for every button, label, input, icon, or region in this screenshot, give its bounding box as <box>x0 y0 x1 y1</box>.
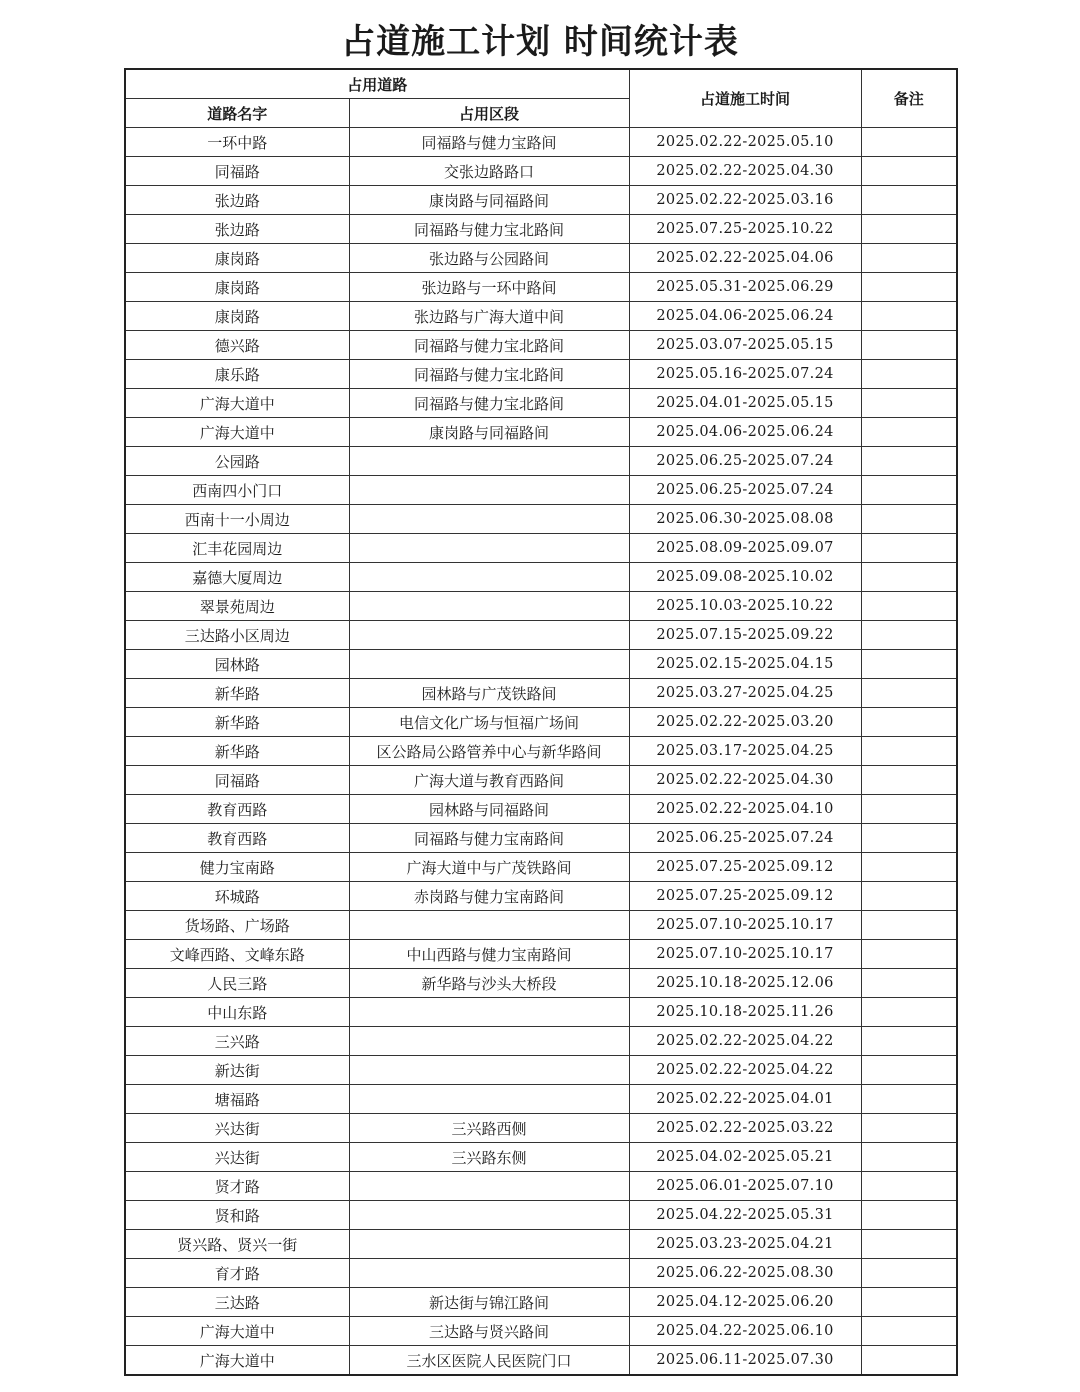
remark-cell <box>861 244 957 273</box>
road-name-cell: 兴达街 <box>125 1114 349 1143</box>
header-section: 占用区段 <box>349 99 629 128</box>
road-name-cell: 西南四小门口 <box>125 476 349 505</box>
time-cell: 2025.07.10-2025.10.17 <box>629 940 861 969</box>
remark-cell <box>861 1259 957 1288</box>
road-name-cell: 同福路 <box>125 766 349 795</box>
section-cell: 交张边路路口 <box>349 157 629 186</box>
table-row <box>125 1027 957 1056</box>
time-cell: 2025.05.16-2025.07.24 <box>629 360 861 389</box>
table-row <box>125 882 957 911</box>
table-row <box>125 940 957 969</box>
section-cell: 广海大道中与广茂铁路间 <box>349 853 629 882</box>
remark-cell <box>861 215 957 244</box>
road-name-cell: 贤兴路、贤兴一街 <box>125 1230 349 1259</box>
table-row <box>125 1201 957 1230</box>
table-row <box>125 1056 957 1085</box>
section-cell: 康岗路与同福路间 <box>349 418 629 447</box>
remark-cell <box>861 592 957 621</box>
time-cell: 2025.02.22-2025.05.10 <box>629 128 861 157</box>
section-cell: 同福路与健力宝北路间 <box>349 331 629 360</box>
road-name-cell: 园林路 <box>125 650 349 679</box>
time-cell: 2025.03.27-2025.04.25 <box>629 679 861 708</box>
remark-cell <box>861 505 957 534</box>
road-name-cell: 三达路 <box>125 1288 349 1317</box>
road-name-cell: 教育西路 <box>125 824 349 853</box>
remark-cell <box>861 128 957 157</box>
road-name-cell: 康乐路 <box>125 360 349 389</box>
road-name-cell: 货场路、广场路 <box>125 911 349 940</box>
remark-cell <box>861 940 957 969</box>
section-cell <box>349 1201 629 1230</box>
remark-cell <box>861 650 957 679</box>
section-cell: 张边路与公园路间 <box>349 244 629 273</box>
road-name-cell: 三兴路 <box>125 1027 349 1056</box>
section-cell <box>349 592 629 621</box>
time-cell: 2025.04.12-2025.06.20 <box>629 1288 861 1317</box>
section-cell <box>349 505 629 534</box>
remark-cell <box>861 824 957 853</box>
time-cell: 2025.07.15-2025.09.22 <box>629 621 861 650</box>
section-cell <box>349 911 629 940</box>
remark-cell <box>861 1317 957 1346</box>
remark-cell <box>861 1346 957 1376</box>
time-cell: 2025.10.18-2025.12.06 <box>629 969 861 998</box>
section-cell <box>349 998 629 1027</box>
header-occupied-road: 占用道路 <box>125 69 629 99</box>
road-name-cell: 三达路小区周边 <box>125 621 349 650</box>
section-cell: 赤岗路与健力宝南路间 <box>349 882 629 911</box>
remark-cell <box>861 998 957 1027</box>
table-row <box>125 824 957 853</box>
table-body <box>125 128 957 1376</box>
section-cell: 三兴路西侧 <box>349 1114 629 1143</box>
remark-cell <box>861 708 957 737</box>
remark-cell <box>861 766 957 795</box>
road-name-cell: 张边路 <box>125 215 349 244</box>
road-name-cell: 西南十一小周边 <box>125 505 349 534</box>
time-cell: 2025.02.22-2025.03.22 <box>629 1114 861 1143</box>
remark-cell <box>861 1172 957 1201</box>
time-cell: 2025.02.22-2025.04.22 <box>629 1056 861 1085</box>
section-cell: 广海大道与教育西路间 <box>349 766 629 795</box>
table-row <box>125 679 957 708</box>
table-row <box>125 1114 957 1143</box>
section-cell: 康岗路与同福路间 <box>349 186 629 215</box>
time-cell: 2025.02.22-2025.04.30 <box>629 157 861 186</box>
time-cell: 2025.03.23-2025.04.21 <box>629 1230 861 1259</box>
time-cell: 2025.04.22-2025.05.31 <box>629 1201 861 1230</box>
section-cell <box>349 1027 629 1056</box>
section-cell: 电信文化广场与恒福广场间 <box>349 708 629 737</box>
time-cell: 2025.06.11-2025.07.30 <box>629 1346 861 1376</box>
table-row <box>125 331 957 360</box>
table-row <box>125 1143 957 1172</box>
section-cell: 同福路与健力宝南路间 <box>349 824 629 853</box>
road-name-cell: 广海大道中 <box>125 1317 349 1346</box>
remark-cell <box>861 302 957 331</box>
time-cell: 2025.05.31-2025.06.29 <box>629 273 861 302</box>
road-name-cell: 广海大道中 <box>125 389 349 418</box>
remark-cell <box>861 1056 957 1085</box>
road-name-cell: 新华路 <box>125 708 349 737</box>
remark-cell <box>861 186 957 215</box>
remark-cell <box>861 621 957 650</box>
road-name-cell: 德兴路 <box>125 331 349 360</box>
time-cell: 2025.04.02-2025.05.21 <box>629 1143 861 1172</box>
remark-cell <box>861 853 957 882</box>
time-cell: 2025.10.03-2025.10.22 <box>629 592 861 621</box>
table-row <box>125 418 957 447</box>
remark-cell <box>861 563 957 592</box>
time-cell: 2025.06.01-2025.07.10 <box>629 1172 861 1201</box>
remark-cell <box>861 1288 957 1317</box>
time-cell: 2025.06.25-2025.07.24 <box>629 476 861 505</box>
time-cell: 2025.04.06-2025.06.24 <box>629 418 861 447</box>
table-row <box>125 563 957 592</box>
road-name-cell: 教育西路 <box>125 795 349 824</box>
remark-cell <box>861 679 957 708</box>
remark-cell <box>861 737 957 766</box>
table-row <box>125 244 957 273</box>
time-cell: 2025.07.25-2025.10.22 <box>629 215 861 244</box>
section-cell <box>349 1056 629 1085</box>
table-row <box>125 621 957 650</box>
section-cell: 园林路与同福路间 <box>349 795 629 824</box>
time-cell: 2025.02.22-2025.04.10 <box>629 795 861 824</box>
table-row <box>125 650 957 679</box>
time-cell: 2025.07.25-2025.09.12 <box>629 882 861 911</box>
road-name-cell: 广海大道中 <box>125 418 349 447</box>
section-cell <box>349 621 629 650</box>
road-name-cell: 贤才路 <box>125 1172 349 1201</box>
header-remark: 备注 <box>861 69 957 128</box>
table-row <box>125 969 957 998</box>
section-cell <box>349 476 629 505</box>
table-row <box>125 157 957 186</box>
remark-cell <box>861 476 957 505</box>
section-cell: 张边路与广海大道中间 <box>349 302 629 331</box>
section-cell: 园林路与广茂铁路间 <box>349 679 629 708</box>
road-name-cell: 兴达街 <box>125 1143 349 1172</box>
table-row <box>125 1346 957 1376</box>
table-row <box>125 998 957 1027</box>
table-row <box>125 389 957 418</box>
table-row <box>125 302 957 331</box>
table-row <box>125 476 957 505</box>
road-name-cell: 嘉德大厦周边 <box>125 563 349 592</box>
table-row <box>125 1259 957 1288</box>
table-row <box>125 708 957 737</box>
remark-cell <box>861 534 957 563</box>
time-cell: 2025.03.17-2025.04.25 <box>629 737 861 766</box>
time-cell: 2025.02.22-2025.03.16 <box>629 186 861 215</box>
road-name-cell: 环城路 <box>125 882 349 911</box>
table-row <box>125 766 957 795</box>
section-cell: 三水区医院人民医院门口 <box>349 1346 629 1376</box>
section-cell: 三兴路东侧 <box>349 1143 629 1172</box>
remark-cell <box>861 911 957 940</box>
road-name-cell: 新华路 <box>125 679 349 708</box>
time-cell: 2025.06.25-2025.07.24 <box>629 447 861 476</box>
time-cell: 2025.06.30-2025.08.08 <box>629 505 861 534</box>
section-cell <box>349 1085 629 1114</box>
time-cell: 2025.03.07-2025.05.15 <box>629 331 861 360</box>
time-cell: 2025.06.25-2025.07.24 <box>629 824 861 853</box>
table-row <box>125 1288 957 1317</box>
remark-cell <box>861 1027 957 1056</box>
remark-cell <box>861 389 957 418</box>
road-name-cell: 新达街 <box>125 1056 349 1085</box>
table-row <box>125 911 957 940</box>
remark-cell <box>861 418 957 447</box>
road-name-cell: 一环中路 <box>125 128 349 157</box>
table-row <box>125 592 957 621</box>
table-row <box>125 186 957 215</box>
table-row <box>125 853 957 882</box>
table-row <box>125 273 957 302</box>
page-title: 占道施工计划 时间统计表 <box>341 22 739 62</box>
road-name-cell: 翠景苑周边 <box>125 592 349 621</box>
road-name-cell: 塘福路 <box>125 1085 349 1114</box>
road-name-cell: 中山东路 <box>125 998 349 1027</box>
remark-cell <box>861 882 957 911</box>
header-road-name: 道路名字 <box>125 99 349 128</box>
time-cell: 2025.06.22-2025.08.30 <box>629 1259 861 1288</box>
table-row <box>125 737 957 766</box>
remark-cell <box>861 273 957 302</box>
time-cell: 2025.02.22-2025.04.06 <box>629 244 861 273</box>
remark-cell <box>861 1114 957 1143</box>
time-cell: 2025.07.10-2025.10.17 <box>629 911 861 940</box>
road-name-cell: 健力宝南路 <box>125 853 349 882</box>
section-cell: 中山西路与健力宝南路间 <box>349 940 629 969</box>
road-name-cell: 贤和路 <box>125 1201 349 1230</box>
road-name-cell: 康岗路 <box>125 273 349 302</box>
road-name-cell: 文峰西路、文峰东路 <box>125 940 349 969</box>
remark-cell <box>861 331 957 360</box>
time-cell: 2025.09.08-2025.10.02 <box>629 563 861 592</box>
section-cell: 新达街与锦江路间 <box>349 1288 629 1317</box>
remark-cell <box>861 969 957 998</box>
remark-cell <box>861 1230 957 1259</box>
remark-cell <box>861 1143 957 1172</box>
section-cell <box>349 447 629 476</box>
time-cell: 2025.02.22-2025.04.22 <box>629 1027 861 1056</box>
time-cell: 2025.02.22-2025.04.30 <box>629 766 861 795</box>
time-cell: 2025.10.18-2025.11.26 <box>629 998 861 1027</box>
section-cell: 同福路与健力宝北路间 <box>349 215 629 244</box>
section-cell <box>349 1172 629 1201</box>
table-row <box>125 128 957 157</box>
table-row <box>125 505 957 534</box>
road-name-cell: 人民三路 <box>125 969 349 998</box>
section-cell: 区公路局公路管养中心与新华路间 <box>349 737 629 766</box>
section-cell <box>349 534 629 563</box>
time-cell: 2025.07.25-2025.09.12 <box>629 853 861 882</box>
section-cell: 同福路与健力宝路间 <box>349 128 629 157</box>
road-name-cell: 汇丰花园周边 <box>125 534 349 563</box>
table-row <box>125 1230 957 1259</box>
table-row <box>125 447 957 476</box>
section-cell <box>349 1259 629 1288</box>
table-row <box>125 1317 957 1346</box>
road-name-cell: 新华路 <box>125 737 349 766</box>
table-row <box>125 360 957 389</box>
time-cell: 2025.02.22-2025.03.20 <box>629 708 861 737</box>
table-row <box>125 534 957 563</box>
time-cell: 2025.02.22-2025.04.01 <box>629 1085 861 1114</box>
time-cell: 2025.02.15-2025.04.15 <box>629 650 861 679</box>
section-cell: 三达路与贤兴路间 <box>349 1317 629 1346</box>
section-cell: 同福路与健力宝北路间 <box>349 389 629 418</box>
table-row <box>125 795 957 824</box>
table-row <box>125 215 957 244</box>
section-cell <box>349 563 629 592</box>
road-name-cell: 同福路 <box>125 157 349 186</box>
table-row <box>125 1172 957 1201</box>
header-construction-time: 占道施工时间 <box>629 69 861 128</box>
remark-cell <box>861 795 957 824</box>
road-name-cell: 康岗路 <box>125 244 349 273</box>
time-cell: 2025.04.06-2025.06.24 <box>629 302 861 331</box>
road-name-cell: 张边路 <box>125 186 349 215</box>
time-cell: 2025.04.22-2025.06.10 <box>629 1317 861 1346</box>
section-cell: 同福路与健力宝北路间 <box>349 360 629 389</box>
time-cell: 2025.08.09-2025.09.07 <box>629 534 861 563</box>
remark-cell <box>861 360 957 389</box>
remark-cell <box>861 1085 957 1114</box>
remark-cell <box>861 447 957 476</box>
section-cell <box>349 650 629 679</box>
schedule-table <box>124 68 958 1376</box>
time-cell: 2025.04.01-2025.05.15 <box>629 389 861 418</box>
road-name-cell: 公园路 <box>125 447 349 476</box>
section-cell: 张边路与一环中路间 <box>349 273 629 302</box>
remark-cell <box>861 157 957 186</box>
road-name-cell: 育才路 <box>125 1259 349 1288</box>
section-cell: 新华路与沙头大桥段 <box>349 969 629 998</box>
road-name-cell: 康岗路 <box>125 302 349 331</box>
table-row <box>125 1085 957 1114</box>
section-cell <box>349 1230 629 1259</box>
remark-cell <box>861 1201 957 1230</box>
road-name-cell: 广海大道中 <box>125 1346 349 1376</box>
